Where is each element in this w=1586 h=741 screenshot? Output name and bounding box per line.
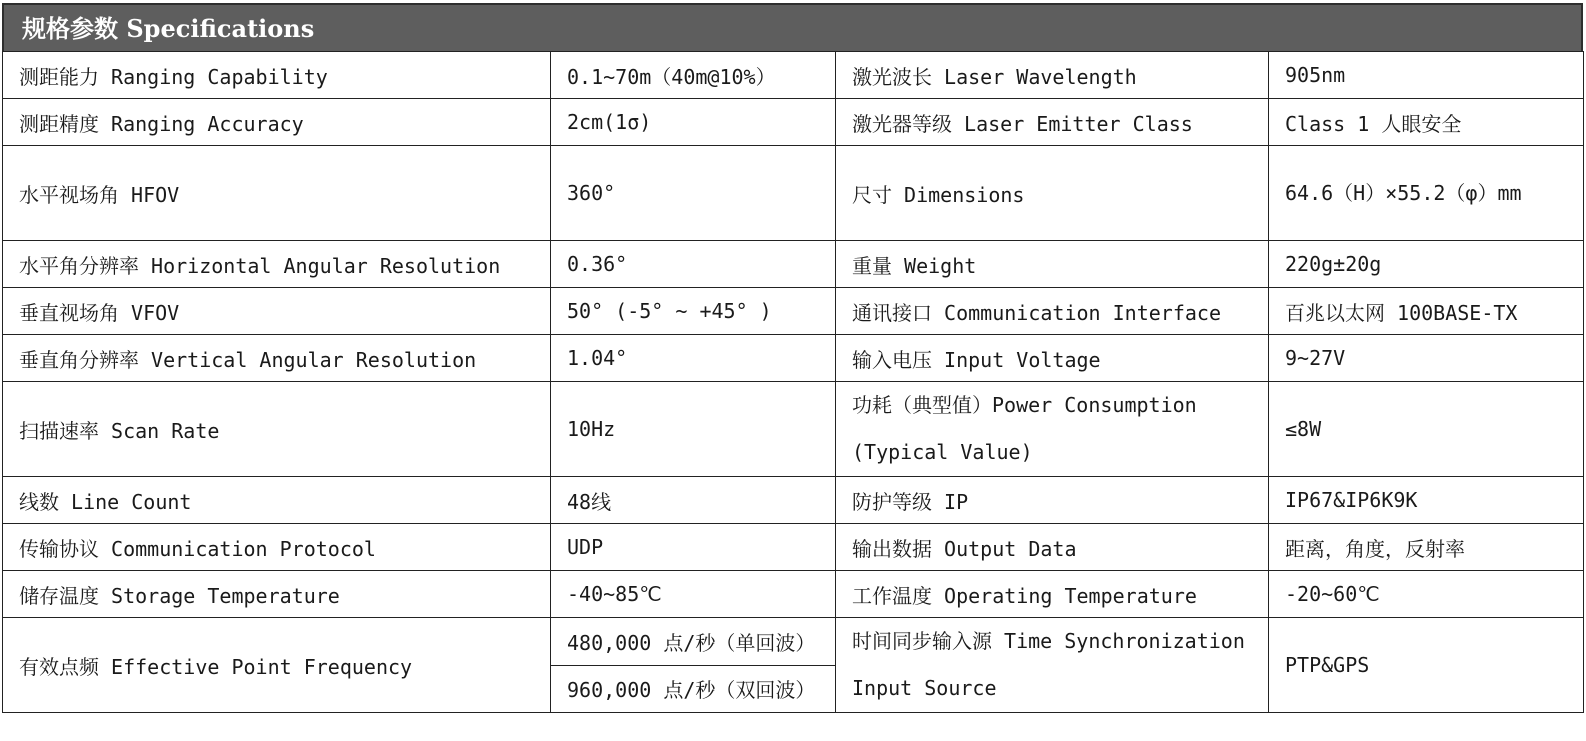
- spec-label: 激光波长 Laser Wavelength: [836, 52, 1269, 99]
- table-row: [3, 241, 1584, 288]
- spec-label: 水平角分辨率 Horizontal Angular Resolution: [3, 241, 551, 288]
- spec-label: 测距能力 Ranging Capability: [3, 52, 551, 99]
- spec-label: 激光器等级 Laser Emitter Class: [836, 99, 1269, 146]
- spec-value: 480,000 点/秒（单回波）: [551, 618, 836, 666]
- table-row: [3, 477, 1584, 524]
- spec-value: PTP&GPS: [1269, 618, 1584, 713]
- spec-label: 测距精度 Ranging Accuracy: [3, 99, 551, 146]
- table-row: [3, 335, 1584, 382]
- spec-label: 防护等级 IP: [836, 477, 1269, 524]
- spec-value: 220g±20g: [1269, 241, 1584, 288]
- table-row: [3, 99, 1584, 146]
- spec-label: 功耗（典型值）Power Consumption (Typical Value): [836, 382, 1269, 477]
- spec-label: 工作温度 Operating Temperature: [836, 571, 1269, 618]
- spec-value: IP67&IP6K9K: [1269, 477, 1584, 524]
- spec-label: 输入电压 Input Voltage: [836, 335, 1269, 382]
- spec-value: 距离，角度，反射率: [1269, 524, 1584, 571]
- spec-table: [2, 51, 1584, 713]
- spec-label: 有效点频 Effective Point Frequency: [3, 618, 551, 713]
- section-title: 规格参数 Specifications: [2, 3, 1583, 51]
- spec-value: 百兆以太网 100BASE-TX: [1269, 288, 1584, 335]
- spec-value: -20~60℃: [1269, 571, 1584, 618]
- spec-value: 64.6（H）×55.2（φ）mm: [1269, 146, 1584, 241]
- spec-value: ≤8W: [1269, 382, 1584, 477]
- spec-label: 传输协议 Communication Protocol: [3, 524, 551, 571]
- table-row: [3, 382, 1584, 477]
- spec-value: 9~27V: [1269, 335, 1584, 382]
- table-row: [3, 146, 1584, 241]
- table-row: [3, 524, 1584, 571]
- spec-label: 重量 Weight: [836, 241, 1269, 288]
- table-row: [3, 52, 1584, 99]
- table-row: [3, 288, 1584, 335]
- spec-label: 扫描速率 Scan Rate: [3, 382, 551, 477]
- spec-label: 储存温度 Storage Temperature: [3, 571, 551, 618]
- spec-label: 线数 Line Count: [3, 477, 551, 524]
- spec-label: 通讯接口 Communication Interface: [836, 288, 1269, 335]
- spec-value: 1.04°: [551, 335, 836, 382]
- spec-value: 360°: [551, 146, 836, 241]
- spec-value: 905nm: [1269, 52, 1584, 99]
- spec-label: 尺寸 Dimensions: [836, 146, 1269, 241]
- spec-label: 垂直角分辨率 Vertical Angular Resolution: [3, 335, 551, 382]
- spec-label: 时间同步输入源 Time Synchronization Input Source: [836, 618, 1269, 713]
- spec-value: 0.1~70m（40m@10%）: [551, 52, 836, 99]
- spec-value: 48线: [551, 477, 836, 524]
- spec-value: 960,000 点/秒（双回波）: [551, 665, 836, 713]
- spec-value: 0.36°: [551, 241, 836, 288]
- spec-value: 2cm(1σ): [551, 99, 836, 146]
- spec-label: 输出数据 Output Data: [836, 524, 1269, 571]
- spec-label: 水平视场角 HFOV: [3, 146, 551, 241]
- spec-label: 垂直视场角 VFOV: [3, 288, 551, 335]
- specifications-panel: [2, 3, 1583, 713]
- table-row: [3, 618, 1584, 666]
- spec-value: 10Hz: [551, 382, 836, 477]
- table-row: [3, 571, 1584, 618]
- spec-value: UDP: [551, 524, 836, 571]
- spec-value: 50° (-5° ~ +45° ): [551, 288, 836, 335]
- spec-value: Class 1 人眼安全: [1269, 99, 1584, 146]
- spec-value: -40~85℃: [551, 571, 836, 618]
